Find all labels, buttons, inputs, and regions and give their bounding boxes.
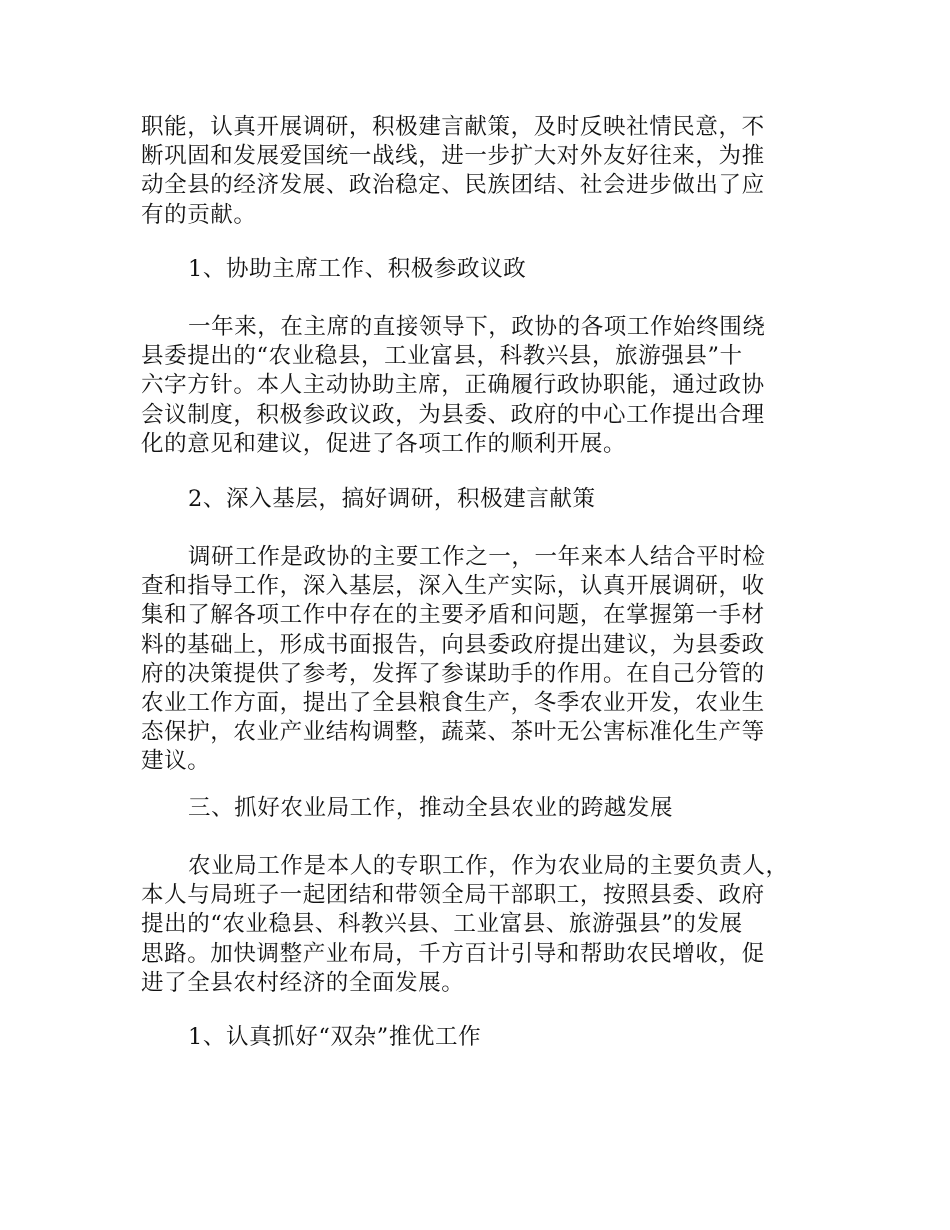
section-heading: [141, 485, 813, 514]
paragraph-line: 六字方针。本人主动协助主席，正确履行政协职能，通过政协: [141, 372, 765, 399]
paragraph-line: 农业局工作是本人的专职工作，作为农业局的主要负责人，: [188, 853, 789, 879]
paragraph-line: 农业工作方面，提出了全县粮食生产，冬季农业开发，农业生: [141, 690, 765, 717]
section-heading: [141, 1023, 813, 1052]
paragraph-line: 动全县的经济发展、政治稳定、民族团结、社会进步做出了应: [141, 172, 765, 199]
paragraph: [141, 543, 813, 777]
paragraph-line: 提出的“农业稳县、科教兴县、工业富县、旅游强县”的发展: [141, 911, 743, 938]
paragraph-line: 县委提出的“农业稳县，工业富县，科教兴县，旅游强县”十: [141, 343, 743, 370]
paragraph-line: 思路。加快调整产业布局，千方百计引导和帮助农民增收，促: [141, 940, 765, 967]
heading-line: 三、抓好农业局工作，推动全县农业的跨越发展: [188, 795, 674, 821]
heading-line: 2、深入基层，搞好调研，积极建言献策: [188, 486, 596, 512]
paragraph-line: 集和了解各项工作中存在的主要矛盾和问题，在掌握第一手材: [141, 602, 765, 629]
paragraph-line: 查和指导工作，深入基层，深入生产实际，认真开展调研，收: [141, 573, 765, 600]
paragraph-line: 断巩固和发展爱国统一战线，进一步扩大对外友好往来，为推: [141, 143, 765, 170]
paragraph-line: 料的基础上，形成书面报告，向县委政府提出建议，为县委政: [141, 631, 765, 658]
paragraph-line: 本人与局班子一起团结和带领全局干部职工，按照县委、政府: [141, 882, 765, 909]
paragraph-line: 职能，认真开展调研，积极建言献策，及时反映社情民意，不: [141, 114, 765, 140]
paragraph: [141, 313, 813, 459]
section-heading: [141, 255, 813, 284]
paragraph-line: 进了全县农村经济的全面发展。: [141, 969, 465, 996]
paragraph-line: 一年来，在主席的直接领导下，政协的各项工作始终围绕: [188, 314, 766, 340]
paragraph-line: 态保护，农业产业结构调整，蔬菜、茶叶无公害标准化生产等: [141, 719, 765, 746]
paragraph-line: 会议制度，积极参政议政，为县委、政府的中心工作提出合理: [141, 401, 765, 428]
paragraph-line: 府的决策提供了参考，发挥了参谋助手的作用。在自己分管的: [141, 660, 765, 687]
section-heading: [141, 794, 813, 823]
heading-line: 1、协助主席工作、积极参政议政: [188, 256, 527, 282]
paragraph: [141, 852, 813, 998]
paragraph-line: 化的意见和建议，促进了各项工作的顺利开展。: [141, 430, 627, 457]
paragraph-continuation: [141, 113, 813, 230]
paragraph-line: 调研工作是政协的主要工作之一，一年来本人结合平时检: [188, 544, 766, 570]
heading-line: 1、认真抓好“双杂”推优工作: [188, 1024, 482, 1050]
paragraph-line: 建议。: [141, 748, 211, 775]
paragraph-line: 有的贡献。: [141, 201, 257, 228]
